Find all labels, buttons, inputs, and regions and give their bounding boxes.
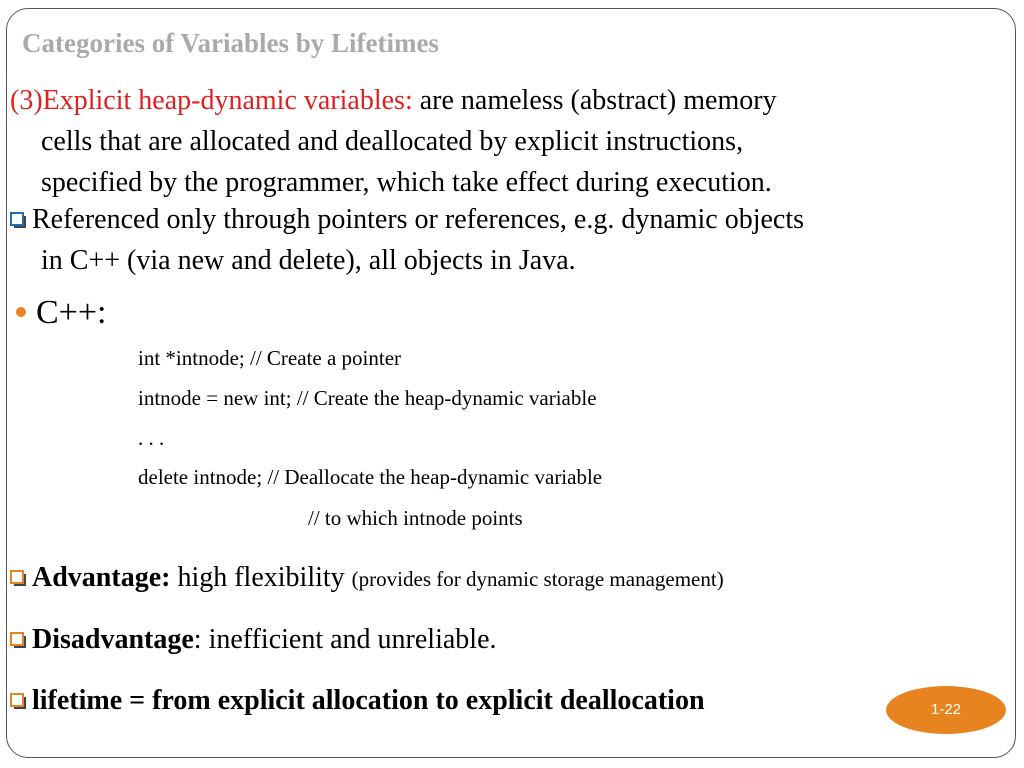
slide-title: Categories of Variables by Lifetimes: [22, 28, 439, 58]
code-line-4: delete intnode; // Deallocate the heap-dynamic variable: [138, 465, 603, 489]
intro-line1-rest: are nameless (abstract) memory: [419, 85, 777, 116]
intro-line2: cells that are allocated and deallocated by explicit instructions,: [41, 126, 744, 157]
cpp-label: C++:: [36, 294, 107, 331]
intro-line3: specified by the programmer, which take effect during execution.: [41, 167, 772, 198]
disadvantage-bullet: [10, 619, 497, 660]
referenced-line1: Referenced only through pointers or references, e.g. dynamic objects: [32, 204, 805, 235]
checkbox-bullet-icon: [10, 570, 24, 584]
code-line-3: . . .: [138, 426, 165, 450]
lifetime-text: lifetime = from explicit allocation to explicit deallocation: [32, 685, 705, 716]
round-bullet-icon: [16, 307, 26, 317]
slide-number-badge: 1-22: [886, 686, 1006, 734]
advantage-text: high flexibility: [177, 562, 345, 593]
referenced-line2: in C++ (via new and delete), all objects in Java.: [41, 245, 576, 276]
lifetime-bullet: [10, 680, 705, 721]
checkbox-bullet-icon: [10, 632, 24, 646]
checkbox-bullet-icon: [10, 212, 24, 226]
checkbox-bullet-icon: [10, 693, 24, 707]
disadvantage-label: Disadvantage: [32, 624, 194, 655]
advantage-note: (provides for dynamic storage management): [351, 567, 724, 591]
code-line-5: // to which intnode points: [308, 506, 523, 530]
disadvantage-text: : inefficient and unreliable.: [193, 624, 497, 655]
intro-highlight: (3)Explicit heap-dynamic variables:: [10, 85, 413, 116]
code-line-1: int *intnode; // Create a pointer: [138, 346, 402, 370]
advantage-label: Advantage:: [32, 562, 171, 593]
cpp-bullet: [10, 292, 106, 333]
advantage-bullet: [10, 557, 724, 600]
intro-paragraph: [10, 80, 980, 203]
referenced-bullet: [10, 199, 804, 281]
code-line-2: intnode = new int; // Create the heap-dynamic variable: [138, 386, 597, 410]
